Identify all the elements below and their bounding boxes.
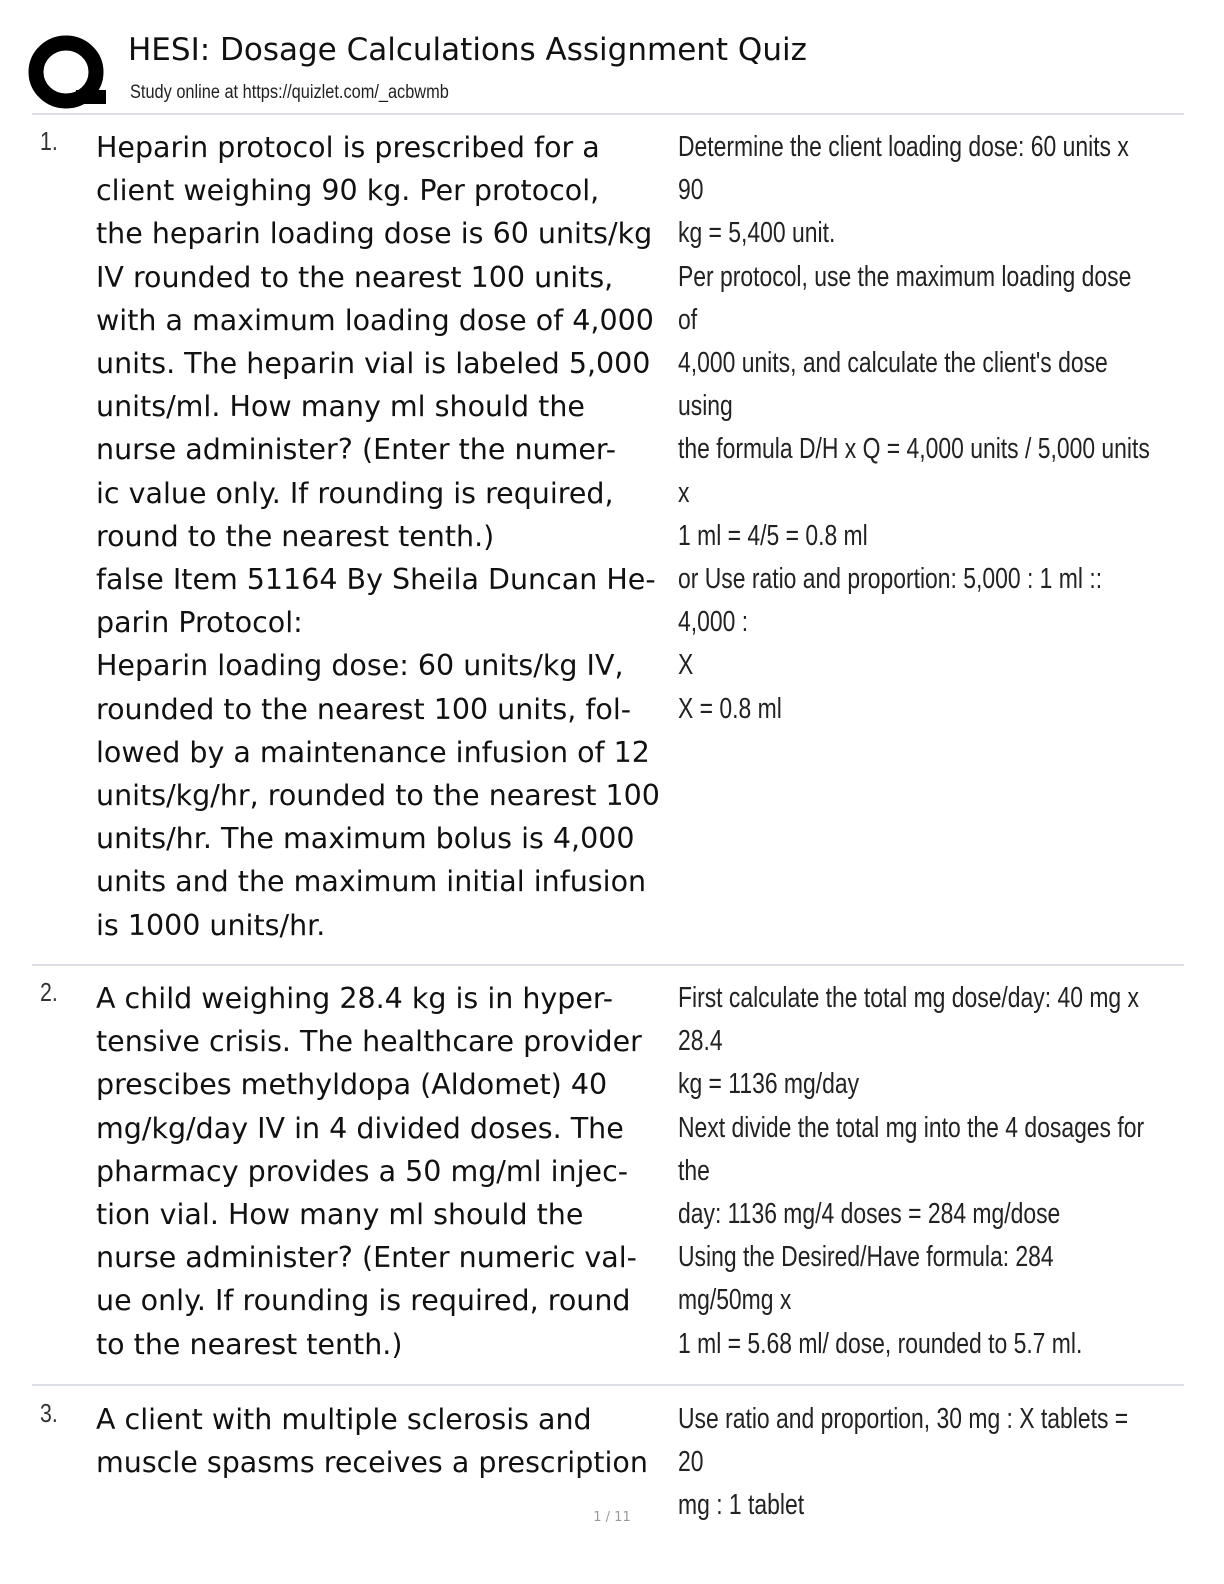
item-answer: Use ratio and proportion, 30 mg : X tablets = 20 mg : 1 tablet [678, 1403, 1129, 1522]
item-number: 1. [40, 126, 58, 156]
item-answer: Determine the client loading dose: 60 units x 90 kg = 5,400 unit. Per protocol, use the maximum loading dose of 4,000 units, and calculate the client's dose using the formula D/H x Q = 4,000 units / 5,000 units x 1 ml = 4/5 = 0.8 ml or Use ratio and proportion: 5,000 : 1 ml :: 4,000 : X X = 0.8 ml [678, 131, 1150, 725]
divider [32, 1384, 1184, 1386]
item-number: 3. [40, 1398, 58, 1428]
page-number: 1 / 11 [593, 1510, 631, 1525]
item-question: A child weighing 28.4 kg is in hyper- tensive crisis. The healthcare provider prescibes methyldopa (Aldomet) 40 mg/kg/day IV in 4 divided doses. The pharmacy provides a 50 mg/ml injec- tion vial. How many ml should the nurse administer? (Enter numeric val- ue only. If rounding is required, round to the nearest tenth.) [96, 982, 642, 1361]
item-question: Heparin protocol is prescribed for a client weighing 90 kg. Per protocol, the heparin loading dose is 60 units/kg IV rounded to the nearest 100 units, with a maximum loading dose of 4,000 units. The heparin vial is labeled 5,000 units/ml. How many ml should the nurse administer? (Enter the numer- ic value only. If rounding is required, round to the nearest tenth.) false Item 51164 By Sheila Duncan He- parin Protocol: Heparin loading dose: 60 units/kg IV, rounded to the nearest 100 units, fol- lowed by a maintenance infusion of 12 units/kg/hr, rounded to the nearest 100 units/hr. The maximum bolus is 4,000 units and the maximum initial infusion is 1000 units/hr. [96, 131, 660, 942]
item-number: 2. [40, 977, 58, 1007]
page-title: HESI: Dosage Calculations Assignment Quiz [128, 32, 807, 68]
divider [32, 113, 1184, 115]
divider [32, 964, 1184, 966]
page-header [28, 28, 1188, 114]
item-answer: First calculate the total mg dose/day: 40 mg x 28.4 kg = 1136 mg/day Next divide the total mg into the 4 dosages for the day: 1136 mg/4 doses = 284 mg/dose Using the Desired/Have formula: 284 mg/50mg x 1 ml = 5.68 ml/ dose, rounded to 5.7 ml. [678, 982, 1145, 1360]
item-question: A client with multiple sclerosis and muscle spasms receives a prescription [96, 1403, 648, 1480]
study-link[interactable]: Study online at https://quizlet.com/_acbwmb [130, 82, 449, 103]
quizlet-logo-icon [28, 32, 108, 112]
